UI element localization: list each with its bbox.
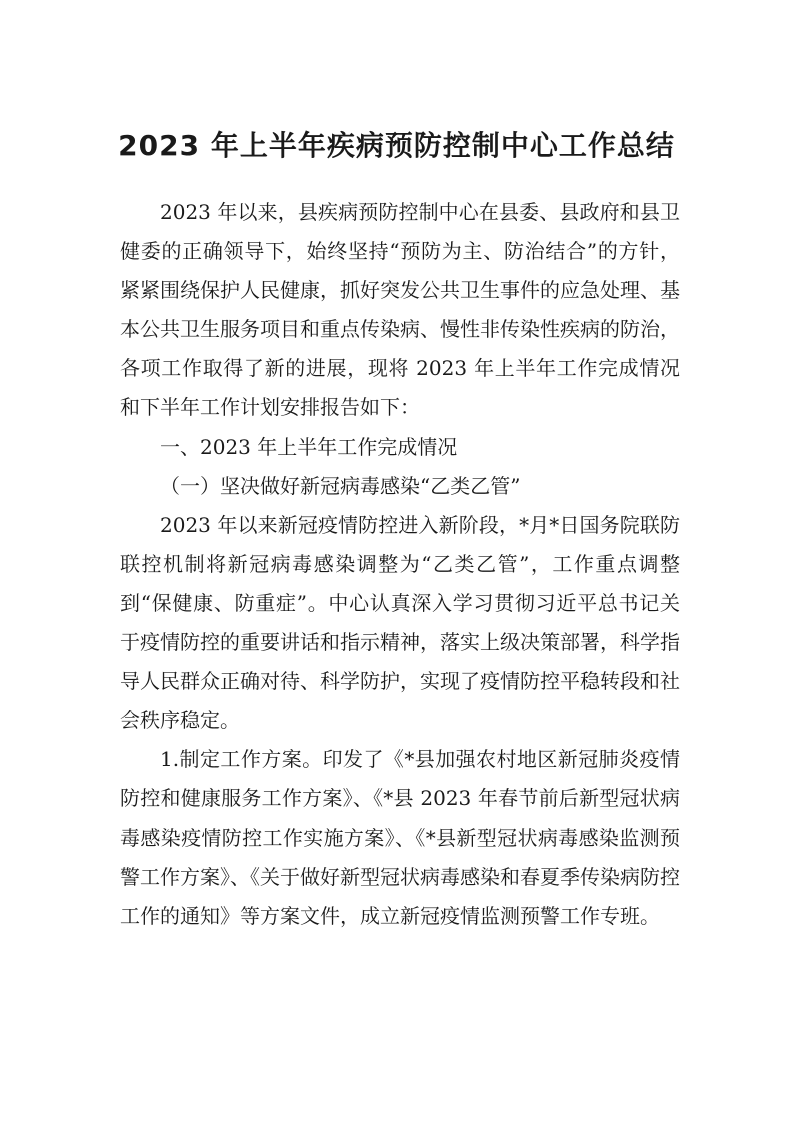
intro-paragraph: 2023 年以来，县疾病预防控制中心在县委、县政府和县卫健委的正确领导下，始终坚持“预防为主、防治结合”的方针，紧紧围绕保护人民健康，抓好突发公共卫生事件的应急处理、基本公共卫生服务项目和重点传染病、慢性非传染性疾病的防治，各项工作取得了新的进展，现将 2023 年上半年工作完成情况和下半年工作计划安排报告如下： xyxy=(120,200,680,420)
subsection-heading-1: （一）坚决做好新冠病毒感染“乙类乙管” xyxy=(160,473,521,498)
section-heading-1: 一、2023 年上半年工作完成情况 xyxy=(160,434,458,459)
work-plan-paragraph: 1.制定工作方案。印发了《*县加强农村地区新冠肺炎疫情防控和健康服务工作方案》、《*县 2023 年春节前后新型冠状病毒感染疫情防控工作实施方案》、《*县新型冠状病毒感染监测预警工作方案》、《关于做好新型冠状病毒感染和春夏季传染病防控工作的通知》等方案文件，成立新冠疫情监测预警工作专班。 xyxy=(120,747,680,928)
document-body xyxy=(120,193,680,936)
document-title: 2023 年上半年疾病预防控制中心工作总结 xyxy=(118,129,675,162)
covid-paragraph: 2023 年以来新冠疫情防控进入新阶段，*月*日国务院联防联控机制将新冠病毒感染调整为“乙类乙管”，工作重点调整到“保健康、防重症”。中心认真深入学习贯彻习近平总书记关于疫情防控的重要讲话和指示精神，落实上级决策部署，科学指导人民群众正确对待、科学防护，实现了疫情防控平稳转段和社会秩序稳定。 xyxy=(120,512,680,733)
